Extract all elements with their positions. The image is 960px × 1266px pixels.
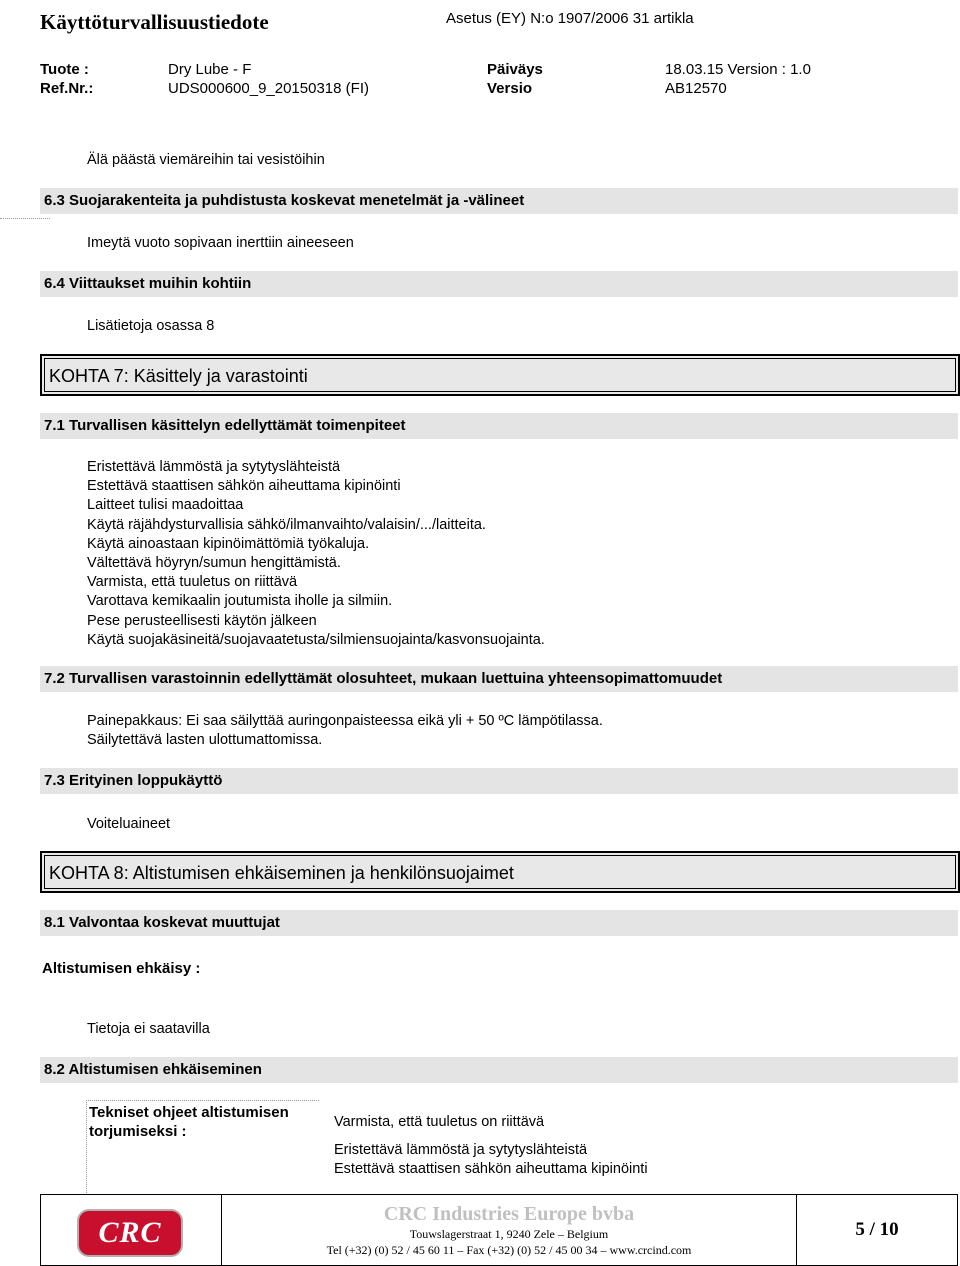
section-7-2-list xyxy=(87,712,603,750)
kohta-7-title: KOHTA 7: Käsittely ja varastointi xyxy=(49,366,308,386)
altistumisen-label: Altistumisen ehkäisy : xyxy=(42,960,201,977)
list-item: Varottava kemikaalin joutumista iholle ja silmiin. xyxy=(87,593,393,610)
refnr-label: Ref.Nr.: xyxy=(40,80,94,97)
company-name: CRC Industries Europe bvba xyxy=(383,1203,635,1225)
document-title: Käyttöturvallisuustiedote xyxy=(40,10,269,34)
page-number: 5 / 10 xyxy=(855,1219,899,1240)
company-address: Touwslagerstraat 1, 9240 Zele – Belgium xyxy=(409,1227,609,1241)
versio-value: AB12570 xyxy=(665,80,727,97)
section-7-2-title: 7.2 Turvallisen varastoinnin edellyttämät olosuhteet, mukaan luettuina yhteensopimattomuudet xyxy=(44,670,723,687)
versio-label: Versio xyxy=(487,80,533,97)
crc-logo xyxy=(77,1209,183,1257)
kohta-8-title: KOHTA 8: Altistumisen ehkäiseminen ja henkilönsuojaimet xyxy=(49,863,514,883)
section-6-3-text: Imeytä vuoto sopivaan inerttiin aineeseen xyxy=(87,235,354,251)
tekniset-line-3: Estettävä staattisen sähkön aiheuttama kipinöinti xyxy=(334,1161,648,1177)
company-contact: Tel (+32) (0) 52 / 45 60 11 – Fax (+32) (0) 52 / 45 00 34 – www.crcind.com xyxy=(326,1243,692,1257)
divider xyxy=(0,218,50,219)
date-value: 18.03.15 Version : 1.0 xyxy=(665,61,811,78)
regulation-reference: Asetus (EY) N:o 1907/2006 31 artikla xyxy=(446,10,694,27)
list-item: Laitteet tulisi maadoittaa xyxy=(87,497,244,514)
list-item: Käytä ainoastaan kipinöimättömiä työkaluja. xyxy=(87,535,370,552)
section-6-3-title: 6.3 Suojarakenteita ja puhdistusta koskevat menetelmät ja -välineet xyxy=(44,192,525,209)
tekniset-label xyxy=(89,1103,289,1141)
footer-company-cell xyxy=(222,1195,797,1265)
list-item: Estettävä staattisen sähkön aiheuttama kipinöinti xyxy=(87,478,401,495)
list-item: Vältettävä höyryn/sumun hengittämistä. xyxy=(87,555,341,572)
kohta-8-heading xyxy=(40,851,960,893)
section-6-4-text: Lisätietoja osassa 8 xyxy=(87,318,215,334)
section-6-4-heading xyxy=(40,271,958,297)
section-7-3-heading xyxy=(40,768,958,794)
section-7-1-list xyxy=(87,458,545,650)
section-8-2-title: 8.2 Altistumisen ehkäiseminen xyxy=(44,1061,262,1078)
page-footer xyxy=(40,1194,958,1266)
tekniset-label-line-2: torjumiseksi : xyxy=(89,1123,187,1140)
section-8-1-title: 8.1 Valvontaa koskevat muuttujat xyxy=(44,914,280,931)
refnr-value: UDS000600_9_20150318 (FI) xyxy=(168,80,369,97)
section-7-3-title: 7.3 Erityinen loppukäyttö xyxy=(44,772,223,789)
intro-line: Älä päästä viemäreihin tai vesistöihin xyxy=(87,152,325,168)
footer-page-cell xyxy=(797,1195,957,1265)
section-8-1-heading xyxy=(40,910,958,936)
section-7-1-title: 7.1 Turvallisen käsittelyn edellyttämät toimenpiteet xyxy=(44,417,406,434)
tekniset-lines xyxy=(334,1141,648,1179)
list-item: Painepakkaus: Ei saa säilyttää auringonpaisteessa eikä yli + 50 ºC lämpötilassa. xyxy=(87,713,603,729)
section-8-1-text: Tietoja ei saatavilla xyxy=(87,1021,210,1037)
section-8-2-heading xyxy=(40,1057,958,1083)
section-7-1-heading xyxy=(40,413,958,439)
product-label: Tuote : xyxy=(40,61,89,78)
list-item: Pese perusteellisesti käytön jälkeen xyxy=(87,612,317,629)
list-item: Varmista, että tuuletus on riittävä xyxy=(87,574,298,591)
list-item: Eristettävä lämmöstä ja sytytyslähteistä xyxy=(87,459,341,475)
section-6-4-title: 6.4 Viittaukset muihin kohtiin xyxy=(44,275,252,292)
product-value: Dry Lube - F xyxy=(168,61,252,78)
date-label: Päiväys xyxy=(487,61,543,78)
section-7-2-heading xyxy=(40,666,958,692)
section-7-3-text: Voiteluaineet xyxy=(87,816,171,832)
section-6-3-heading xyxy=(40,188,958,214)
tekniset-line-2: Eristettävä lämmöstä ja sytytyslähteistä xyxy=(334,1142,588,1158)
tekniset-label-line-1: Tekniset ohjeet altistumisen xyxy=(89,1104,289,1121)
list-item: Säilytettävä lasten ulottumattomissa. xyxy=(87,732,323,749)
tekniset-line-1: Varmista, että tuuletus on riittävä xyxy=(334,1114,545,1130)
list-item: Käytä räjähdysturvallisia sähkö/ilmanvaihto/valaisin/.../laitteita. xyxy=(87,516,486,533)
kohta-7-heading xyxy=(40,354,960,396)
crc-logo-text: CRC xyxy=(98,1216,162,1249)
footer-logo-cell xyxy=(41,1195,222,1265)
list-item: Käytä suojakäsineitä/suojavaatetusta/silmiensuojainta/kasvonsuojainta. xyxy=(87,631,545,648)
